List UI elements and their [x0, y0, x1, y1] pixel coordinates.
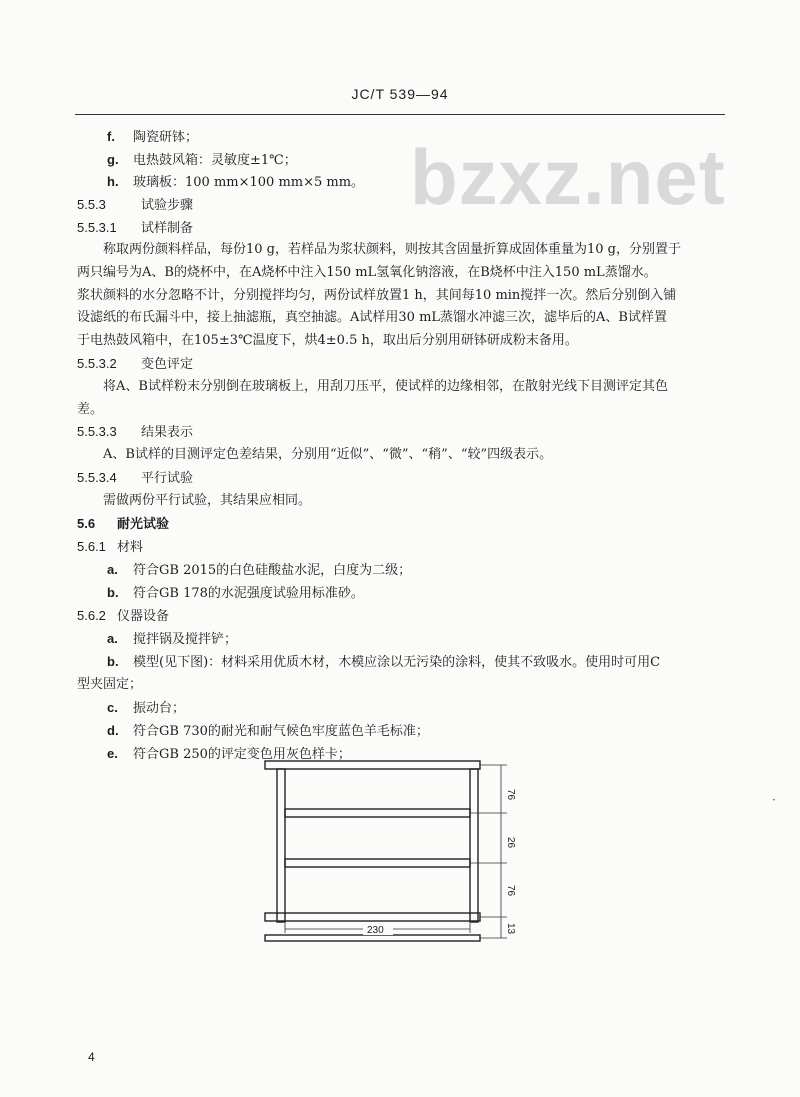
equipment-item-a	[107, 630, 237, 649]
dimension-lines	[285, 765, 507, 938]
paragraph-line: A、B试样的目测评定色差结果，分别用“近似”、“微”、“稍”、“较”四级表示。	[103, 447, 553, 462]
middle-bar-lower	[285, 859, 470, 867]
bottom-bar	[265, 913, 480, 921]
page-number: 4	[88, 1050, 95, 1064]
item-text: 符合GB 178的水泥强度试验用标准砂。	[133, 586, 364, 601]
paragraph-line: 需做两份平行试验，其结果应相同。	[103, 493, 312, 508]
section-title: 试验步骤	[141, 198, 194, 213]
item-text: 符合GB 730的耐光和耐气候色牢度蓝色羊毛标准；	[133, 724, 429, 739]
item-label: g.	[107, 152, 119, 167]
header-rule	[75, 114, 725, 115]
equipment-item-c	[107, 699, 185, 718]
section-5-6-2	[77, 607, 169, 626]
paragraph-line: 称取两份颜料样品，每份10 g，若样品为浆状颜料，则按其含固量折算成固体重量为10 g，分别置于	[103, 242, 681, 257]
paragraph-line: 将A、B试样粉末分别倒在玻璃板上，用刮刀压平，使试样的边缘相邻，在散射光线下目测评定其色	[103, 379, 668, 394]
equipment-item-d	[107, 722, 429, 741]
item-label: a.	[107, 631, 118, 646]
dimension-label-230: 230	[367, 925, 384, 936]
item-label: h.	[107, 174, 119, 189]
item-text: 搅拌锅及搅拌铲；	[133, 632, 238, 647]
section-5-5-3-2	[77, 355, 193, 374]
item-h	[107, 173, 364, 192]
paragraph-line: 浆状颜料的水分忽略不计，分别搅拌均匀，两份试样放置1 h，其间每10 min搅拌一次。然后分别倒入铺	[77, 288, 677, 303]
item-label: f.	[107, 129, 115, 144]
material-item-a	[107, 561, 411, 580]
section-5-5-3	[77, 196, 193, 215]
section-number: 5.6.1	[77, 539, 106, 554]
section-number: 5.5.3.3	[77, 424, 117, 439]
section-title: 结果表示	[141, 425, 194, 440]
section-title: 材料	[117, 540, 144, 555]
dimension-label-26: 26	[505, 837, 516, 849]
section-title: 仪器设备	[117, 609, 170, 624]
section-title: 平行试验	[141, 471, 194, 486]
item-text: 振动台；	[133, 701, 186, 716]
item-text: 陶瓷研钵；	[133, 130, 199, 145]
section-title: 耐光试验	[117, 517, 170, 532]
item-text: 模型(见下图)：材料采用优质木材，木模应涂以无污染的涂料，使其不致吸水。使用时可用C	[133, 655, 661, 670]
section-number: 5.5.3.2	[77, 356, 117, 371]
margin-mark: ·	[772, 793, 776, 807]
section-5-6-1	[77, 538, 143, 557]
paragraph-line: 于电热鼓风箱中，在105±3℃温度下，烘4±0.5 h，取出后分别用研钵研成粉末备用。	[77, 333, 578, 348]
item-label: b.	[107, 585, 119, 600]
right-post	[470, 769, 478, 922]
item-text: 电热鼓风箱：灵敏度±1℃；	[133, 153, 297, 168]
item-text: 玻璃板：100 mm×100 mm×5 mm。	[133, 175, 365, 190]
section-5-5-3-3	[77, 423, 193, 442]
item-label: e.	[107, 746, 118, 761]
section-number: 5.6	[77, 516, 96, 531]
item-label: d.	[107, 723, 119, 738]
section-number: 5.6.2	[77, 608, 106, 623]
section-title: 变色评定	[141, 357, 194, 372]
section-5-6	[77, 515, 169, 534]
standard-code-header: JC/T 539—94	[351, 86, 449, 102]
item-text: 符合GB 250的评定变色用灰色样卡；	[133, 747, 351, 762]
section-number: 5.5.3.4	[77, 470, 117, 485]
paragraph-line: 型夹固定；	[77, 677, 143, 692]
middle-bar-upper	[285, 809, 470, 817]
item-text: 符合GB 2015的白色硅酸盐水泥，白度为二级；	[133, 563, 412, 578]
material-item-b	[107, 584, 364, 603]
left-post	[277, 769, 285, 922]
dimension-label-13: 13	[505, 923, 516, 935]
paragraph-line: 差。	[77, 402, 104, 417]
dimension-label-76-bottom: 76	[505, 885, 516, 897]
item-label: c.	[107, 700, 118, 715]
mold-diagram	[255, 745, 525, 955]
section-number: 5.5.3	[77, 197, 106, 212]
item-label: a.	[107, 562, 118, 577]
top-bar	[265, 761, 480, 769]
section-5-5-3-1	[77, 219, 193, 238]
paragraph-line: 设滤纸的布氏漏斗中，接上抽滤瓶，真空抽滤。A试样用30 mL蒸馏水冲滤三次，滤毕后的A、B试样置	[77, 310, 667, 325]
item-f	[107, 128, 198, 147]
paragraph-line: 两只编号为A、B的烧杯中，在A烧杯中注入150 mL氢氧化钠溶液，在B烧杯中注入150 mL蒸馏水。	[77, 265, 657, 280]
dimension-label-76-top: 76	[505, 789, 516, 801]
section-title: 试样制备	[141, 221, 194, 236]
section-number: 5.5.3.1	[77, 220, 117, 235]
watermark: bzxz.net	[410, 133, 726, 221]
section-5-5-3-4	[77, 469, 193, 488]
equipment-item-b	[107, 653, 660, 672]
item-g	[107, 151, 297, 170]
item-label: b.	[107, 654, 119, 669]
